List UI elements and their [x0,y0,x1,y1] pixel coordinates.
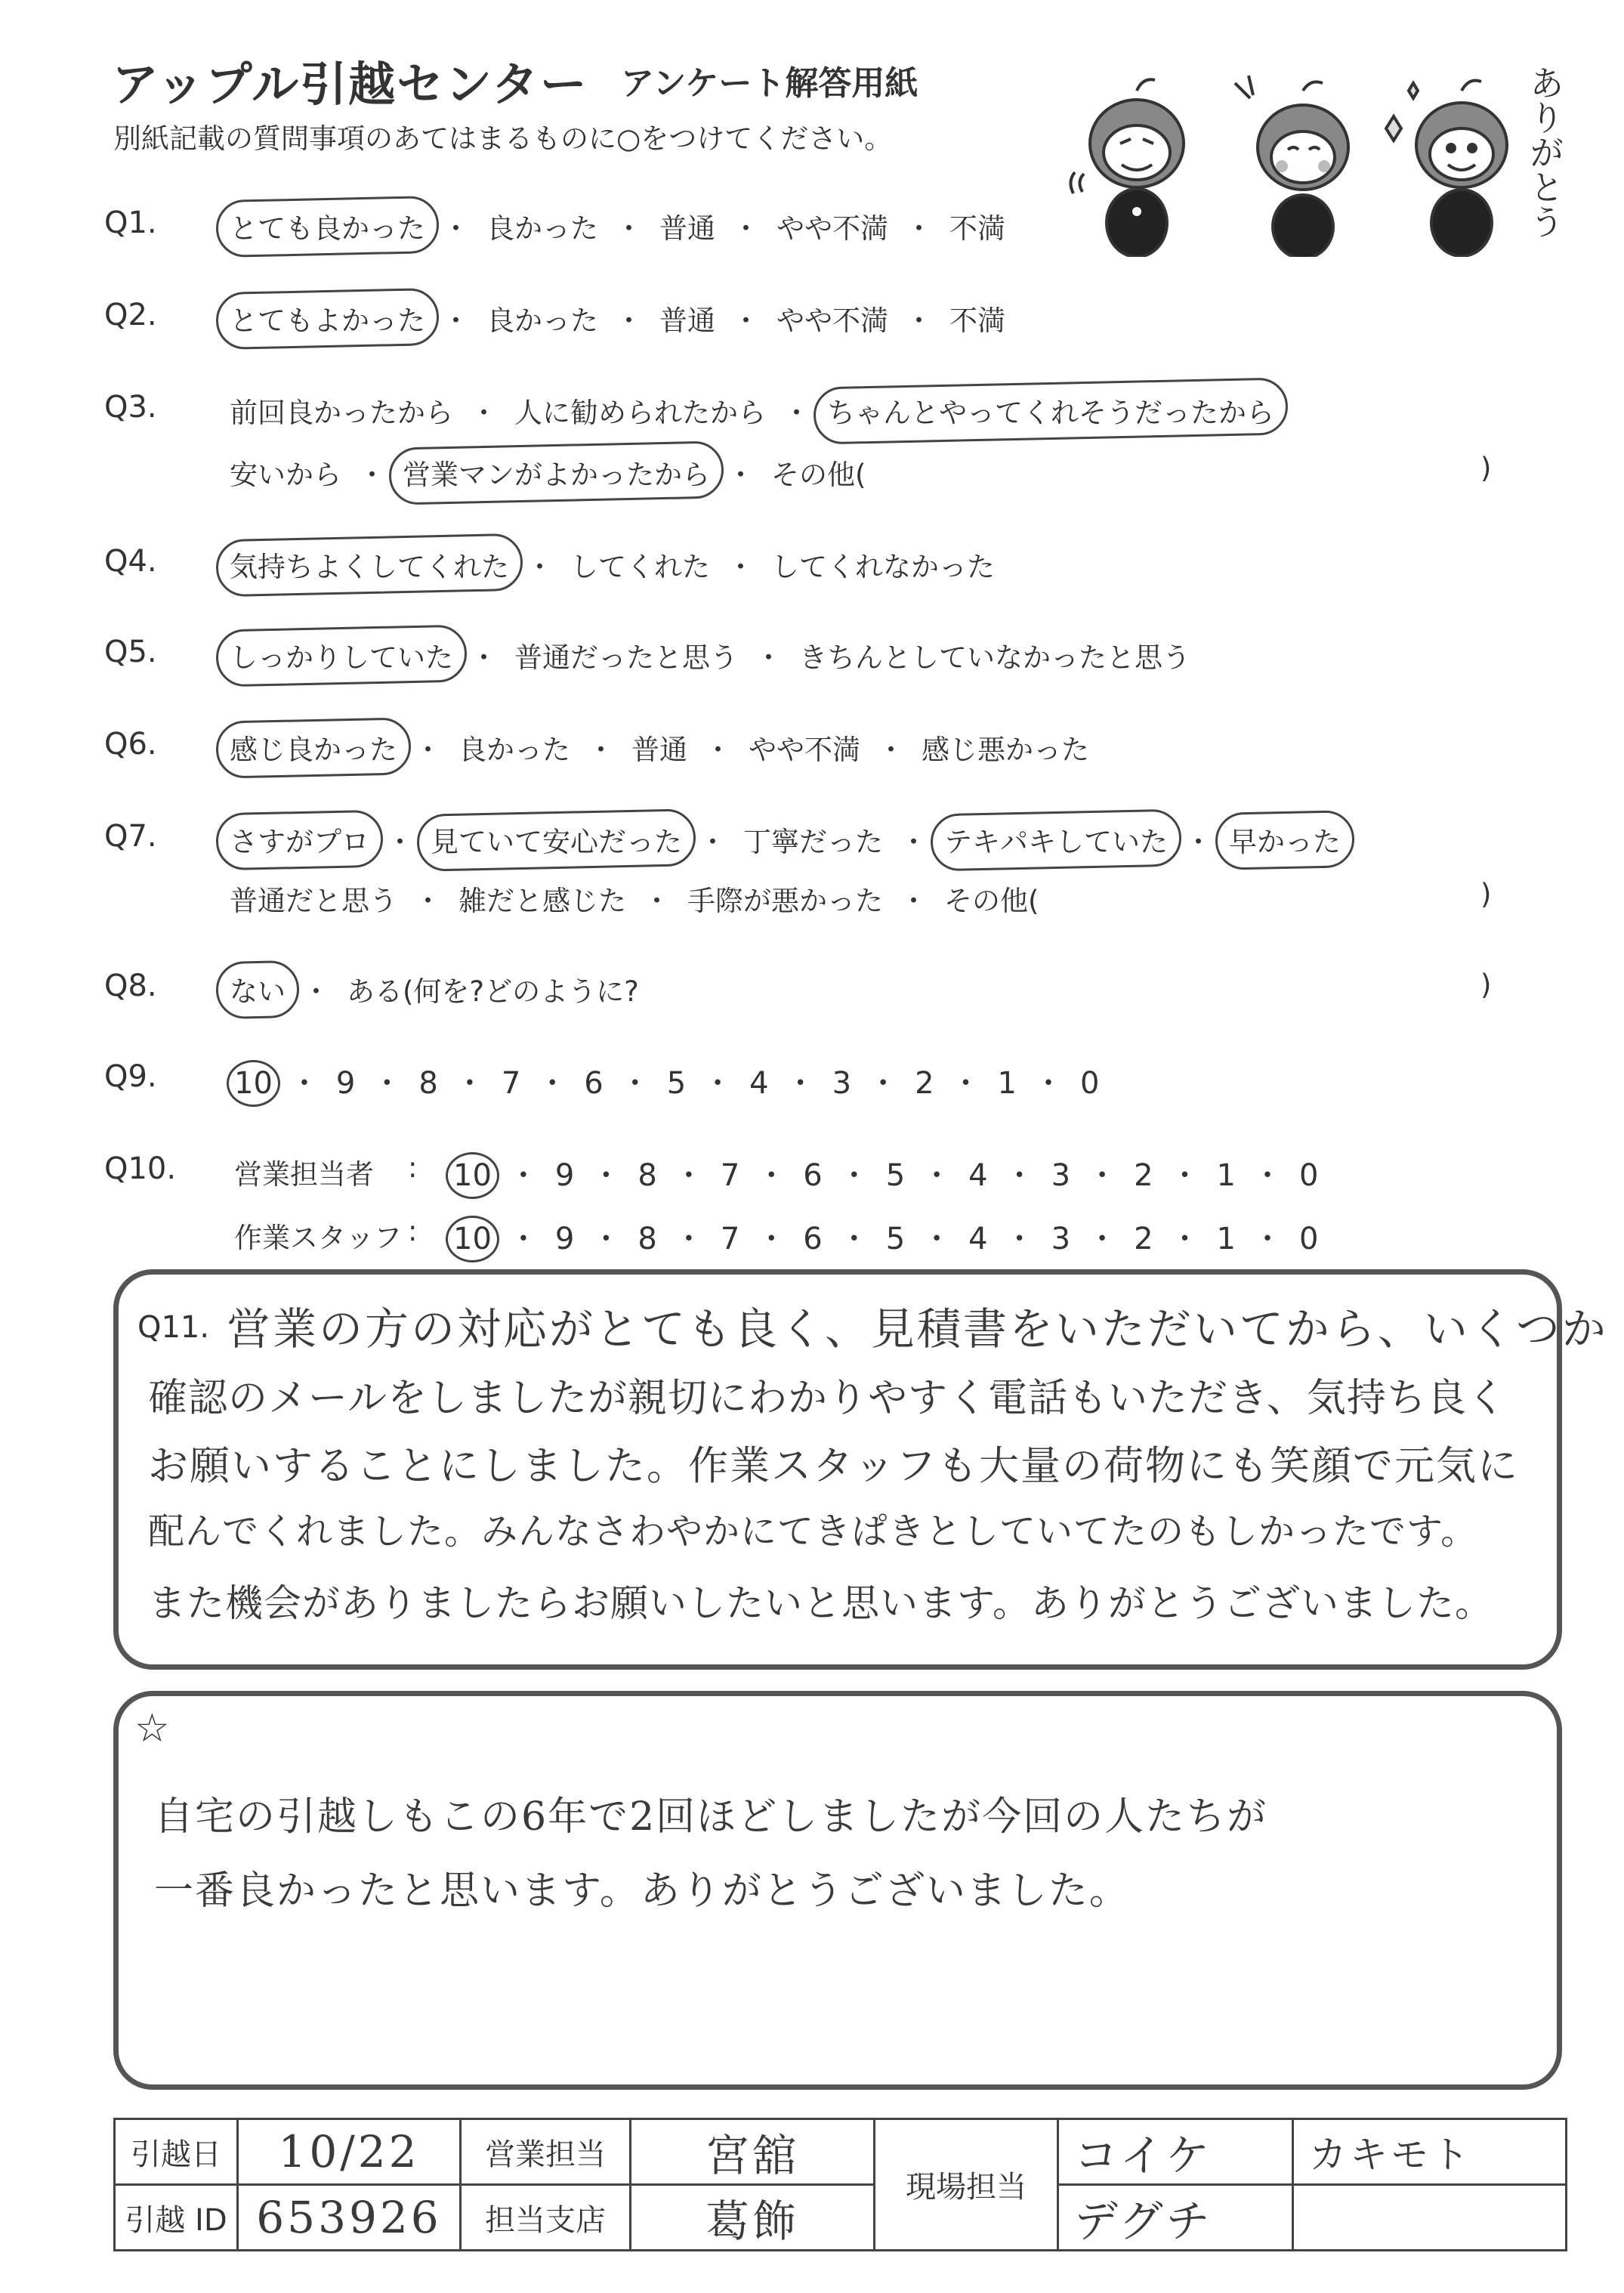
q5-number: Q5. [104,635,157,669]
q11-line-3: お願いすることにしました。作業スタッフも大量の荷物にも笑顔で元気に [148,1443,1519,1489]
separator: ・ [1252,1158,1283,1193]
separator: ・ [414,734,442,766]
separator: ・ [783,397,810,429]
q5-options [227,635,1193,675]
q10-staff-label: 作業スタッフ [234,1222,402,1254]
separator: ・ [1087,1222,1118,1256]
q7-options-line1 [227,819,1344,860]
q10-staff-score-5[interactable]: 5 [885,1222,906,1256]
separator: ・ [950,1066,981,1101]
q11-line-4: 配んでくれました。みんなさわやかにてきぱきとしていてたのもしかったです。 [148,1510,1478,1553]
q7-option-2[interactable]: 丁寧だった [743,826,883,858]
separator: ・ [922,1158,952,1193]
separator: ・ [1184,826,1212,858]
q3-option-0[interactable]: 前回良かったから [230,397,453,429]
separator: ・ [1033,1066,1064,1101]
q1-option-1[interactable]: 良かった [486,212,598,245]
separator: ・ [587,734,615,766]
separator: ・ [289,1066,320,1101]
q1-option-4[interactable]: 不満 [949,212,1005,245]
separator: ・ [619,1066,650,1101]
separator: ・ [1087,1158,1118,1193]
separator: ・ [702,1066,733,1101]
q8-number: Q8. [104,969,157,1003]
q7-option-5[interactable]: 普通だと思う [230,885,397,917]
q3-option-1[interactable]: 人に勧められたから [514,397,766,429]
q7-option-4[interactable]: 早かった [1226,819,1344,860]
mascot-monkeys-illustration [1031,53,1575,257]
q2-option-1[interactable]: 良かった [486,304,598,337]
q10-staff-score-7[interactable]: 7 [720,1222,740,1256]
q9-score-5[interactable]: 5 [666,1066,687,1101]
q7-option-3[interactable]: テキパキしていた [941,819,1171,860]
q11-number: Q11. [137,1310,210,1345]
thanks-vertical-text: ありがとう [1524,65,1565,239]
separator: ・ [508,1222,539,1256]
q1-option-2[interactable]: 普通 [659,212,715,245]
q10-staff-score-9[interactable]: 9 [554,1222,575,1256]
q3-option-2[interactable]: ちゃんとやってくれそうだったから [824,390,1277,431]
q9-score-0[interactable]: 0 [1079,1066,1100,1101]
q6-option-1[interactable]: 良かった [458,734,570,766]
q10-sales-score-7[interactable]: 7 [720,1158,740,1193]
q6-option-4[interactable]: 感じ悪かった [922,734,1089,766]
instruction-text: 別紙記載の質問事項のあてはまるものに○をつけてください。 [113,122,893,155]
separator: ・ [537,1066,568,1101]
q7-option-1[interactable]: 見ていて安心だった [428,819,685,860]
separator: ・ [386,826,414,858]
q9-score-7[interactable]: 7 [501,1066,521,1101]
q1-options [227,206,1008,246]
star-line-1: 自宅の引越しもこの6年で2回ほどしましたが今回の人たちが [154,1794,1268,1840]
separator: ・ [838,1158,869,1193]
q6-option-0[interactable]: 感じ良かった [227,727,400,768]
q1-option-0[interactable]: とても良かった [227,206,428,246]
separator: ・ [732,212,760,245]
q10-sales-scale [450,1151,1321,1194]
separator: ・ [1004,1158,1035,1193]
separator: ・ [442,304,470,337]
q9-scale [231,1059,1102,1102]
q8-close-paren: ) [1480,969,1492,1001]
q10-staff-scale [450,1215,1321,1258]
q2-number: Q2. [104,298,157,332]
q7-close-paren: ) [1480,878,1492,910]
q10-staff-score-4[interactable]: 4 [968,1222,988,1256]
separator: ・ [868,1066,899,1101]
separator: ・ [732,304,760,337]
separator: ・ [1169,1222,1200,1256]
q6-options [227,727,1092,768]
q10-sales-score-6[interactable]: 6 [803,1158,823,1193]
q4-option-0[interactable]: 気持ちよくしてくれた [227,544,512,585]
q11-line-5: また機会がありましたらお願いしたいと思います。ありがとうございました。 [148,1581,1493,1625]
separator: ・ [785,1066,816,1101]
q2-option-4[interactable]: 不満 [949,304,1005,337]
q2-option-2[interactable]: 普通 [659,304,715,337]
q7-option-8[interactable]: その他( [944,885,1039,917]
q5-option-2[interactable]: きちんとしていなかったと思う [799,641,1190,674]
q9-score-4[interactable]: 4 [749,1066,769,1101]
site-staff-1[interactable]: コイケ [1058,2119,1293,2185]
q10-sales-score-2[interactable]: 2 [1134,1158,1153,1193]
separator: ・ [1004,1222,1035,1256]
separator: ・ [922,1222,952,1256]
q3-close-paren: ) [1480,452,1492,484]
separator: ・ [756,1222,787,1256]
q9-score-2[interactable]: 2 [915,1066,934,1101]
separator: ・ [905,212,933,245]
q7-options-line2 [227,878,1042,919]
q10-sales-score-9[interactable]: 9 [554,1158,575,1193]
separator: ・ [591,1222,622,1256]
q10-staff-score-10[interactable]: 10 [450,1222,495,1256]
q6-option-3[interactable]: やや不満 [749,734,860,766]
q10-staff-score-3[interactable]: 3 [1051,1222,1071,1256]
q10-sales-score-4[interactable]: 4 [968,1158,988,1193]
q6-number: Q6. [104,727,157,762]
q9-score-8[interactable]: 8 [418,1066,438,1101]
move-info-table [113,2118,1567,2251]
q3-number: Q3. [104,390,157,425]
q5-option-1[interactable]: 普通だったと思う [514,641,738,674]
separator: ・ [442,212,470,245]
q10-staff-score-1[interactable]: 1 [1216,1222,1236,1256]
move-id-label: 引越 ID [115,2185,238,2251]
separator: ・ [615,212,643,245]
q7-number: Q7. [104,819,157,854]
site-staff-4[interactable] [1293,2185,1567,2251]
separator: ・ [755,641,783,674]
separator: ・ [727,459,755,491]
separator: ・ [643,885,671,917]
site-staff-label: 現場担当 [875,2119,1058,2251]
q9-score-9[interactable]: 9 [335,1066,356,1101]
q9-score-3[interactable]: 3 [832,1066,852,1101]
q4-number: Q4. [104,544,157,579]
move-id-value[interactable]: 653926 [238,2185,461,2251]
separator: ・ [673,1158,704,1193]
q2-option-3[interactable]: やや不満 [776,304,888,337]
separator: ・ [615,304,643,337]
q1-option-3[interactable]: やや不満 [776,212,888,245]
q8-option-1[interactable]: ある(何を?どのように? [347,975,639,1008]
separator: ・ [470,641,498,674]
separator: ・ [699,826,727,858]
q3-option-4[interactable]: 営業マンがよかったから [400,452,713,493]
separator: ・ [414,885,442,917]
q11-line-1: 営業の方の対応がとても良く、見積書をいただいてから、いくつか [227,1303,1608,1355]
q10-number: Q10. [104,1151,177,1186]
separator: ・ [673,1222,704,1256]
q4-options [227,544,998,585]
separator: ・ [470,397,498,429]
q8-option-0[interactable]: ない [227,969,289,1009]
q4-option-1[interactable]: してくれた [570,551,710,583]
q10-sales-colon: : [408,1151,418,1184]
q10-sales-score-1[interactable]: 1 [1216,1158,1236,1193]
q10-staff-score-6[interactable]: 6 [803,1222,823,1256]
q2-options [227,298,1008,338]
q2-option-0[interactable]: とてもよかった [227,298,428,338]
branch-label: 担当支店 [461,2185,631,2251]
star-icon: ☆ [134,1706,170,1751]
separator: ・ [905,304,933,337]
separator: ・ [877,734,905,766]
star-line-2: 一番良かったと思います。ありがとうございました。 [154,1868,1130,1914]
q6-option-2[interactable]: 普通 [631,734,687,766]
move-date-value[interactable]: 10/22 [238,2119,461,2185]
q7-option-0[interactable]: さすがプロ [227,819,372,860]
sales-value[interactable]: 宮舘 [631,2119,875,2185]
q4-option-2[interactable]: してくれなかった [771,551,995,583]
q3-options-line1 [227,390,1277,431]
move-date-label: 引越日 [115,2119,238,2185]
q3-option-5[interactable]: その他( [771,459,866,491]
q10-staff-score-8[interactable]: 8 [638,1222,657,1256]
separator: ・ [508,1158,539,1193]
q8-options [227,969,642,1009]
separator: ・ [591,1158,622,1193]
q10-sales-score-10[interactable]: 10 [450,1158,495,1193]
branch-value[interactable]: 葛飾 [631,2185,875,2251]
separator: ・ [526,551,554,583]
separator: ・ [727,551,755,583]
form-subtitle: アンケート解答用紙 [621,64,919,103]
q3-option-3[interactable]: 安いから [230,459,341,491]
separator: ・ [1169,1158,1200,1193]
q10-staff-score-2[interactable]: 2 [1134,1222,1153,1256]
site-staff-3[interactable]: デグチ [1058,2185,1293,2251]
q9-number: Q9. [104,1059,157,1094]
q7-option-6[interactable]: 雑だと感じた [458,885,626,917]
form-title: アップル引越センター [112,57,588,112]
q7-option-7[interactable]: 手際が悪かった [687,885,883,917]
q9-score-10[interactable]: 10 [231,1066,276,1101]
q11-line-2: 確認のメールをしましたが親切にわかりやすく電話もいただき、気持ち良く [148,1376,1507,1421]
q10-sales-score-5[interactable]: 5 [885,1158,906,1193]
q10-sales-label: 営業担当者 [234,1158,374,1191]
q9-score-6[interactable]: 6 [584,1066,604,1101]
separator: ・ [454,1066,485,1101]
q3-options-line2 [227,452,869,493]
q10-sales-score-3[interactable]: 3 [1051,1158,1071,1193]
q9-score-1[interactable]: 1 [997,1066,1017,1101]
separator: ・ [756,1158,787,1193]
separator: ・ [900,826,928,858]
q10-staff-score-0[interactable]: 0 [1298,1222,1319,1256]
q10-sales-score-8[interactable]: 8 [638,1158,657,1193]
q5-option-0[interactable]: しっかりしていた [227,635,456,675]
separator: ・ [900,885,928,917]
separator: ・ [704,734,732,766]
separator: ・ [372,1066,403,1101]
sales-label: 営業担当 [461,2119,631,2185]
q10-staff-colon: : [408,1215,418,1247]
q1-number: Q1. [104,206,157,240]
separator: ・ [302,975,330,1008]
separator: ・ [358,459,386,491]
separator: ・ [1252,1222,1283,1256]
separator: ・ [838,1222,869,1256]
site-staff-2[interactable]: カキモト [1293,2119,1567,2185]
q10-sales-score-0[interactable]: 0 [1298,1158,1319,1193]
